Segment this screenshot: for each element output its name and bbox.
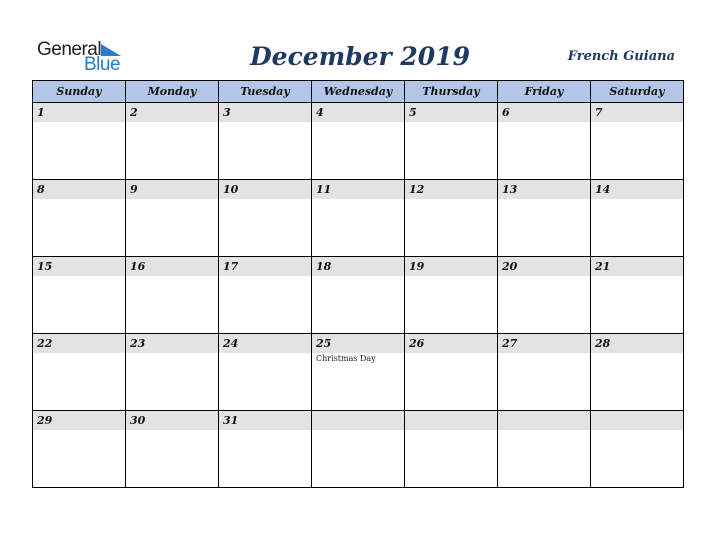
day-number: 25 — [312, 334, 404, 353]
weekday-header: Monday — [126, 81, 219, 103]
day-cell — [591, 103, 684, 180]
day-cell — [219, 180, 312, 257]
day-number: 20 — [498, 257, 590, 276]
day-number: 22 — [33, 334, 125, 353]
day-cell — [405, 334, 498, 411]
day-number: 17 — [219, 257, 311, 276]
day-number: 27 — [498, 334, 590, 353]
day-number: 23 — [126, 334, 218, 353]
day-cell — [312, 257, 405, 334]
week-row — [33, 257, 684, 334]
day-cell — [405, 257, 498, 334]
day-cell — [312, 411, 405, 488]
day-cell — [126, 180, 219, 257]
logo-text-blue: Blue — [84, 54, 121, 75]
day-cell — [312, 103, 405, 180]
day-number: 3 — [219, 103, 311, 122]
day-cell — [33, 334, 126, 411]
day-number: 15 — [33, 257, 125, 276]
day-cell — [591, 411, 684, 488]
day-number: 24 — [219, 334, 311, 353]
day-number: 31 — [219, 411, 311, 430]
day-cell — [405, 180, 498, 257]
day-number: 2 — [126, 103, 218, 122]
day-cell — [126, 411, 219, 488]
day-cell — [219, 411, 312, 488]
day-number: 12 — [405, 180, 497, 199]
day-cell — [312, 180, 405, 257]
day-number — [312, 411, 404, 430]
day-cell — [591, 334, 684, 411]
day-number: 28 — [591, 334, 683, 353]
weekday-header: Wednesday — [312, 81, 405, 103]
week-row — [33, 180, 684, 257]
day-cell — [498, 103, 591, 180]
generalblue-logo — [37, 39, 127, 75]
holiday-label: Christmas Day — [316, 354, 376, 363]
day-number: 5 — [405, 103, 497, 122]
weekday-header: Sunday — [33, 81, 126, 103]
day-cell — [126, 334, 219, 411]
logo-text-general: General — [37, 39, 102, 60]
day-cell — [312, 334, 405, 411]
day-cell — [219, 103, 312, 180]
day-cell — [498, 180, 591, 257]
day-number: 8 — [33, 180, 125, 199]
day-cell — [405, 103, 498, 180]
day-number: 7 — [591, 103, 683, 122]
region-label: French Guiana — [567, 49, 675, 64]
week-row — [33, 103, 684, 180]
week-row — [33, 334, 684, 411]
day-number: 6 — [498, 103, 590, 122]
day-number: 11 — [312, 180, 404, 199]
day-cell — [33, 411, 126, 488]
day-cell — [498, 257, 591, 334]
calendar-grid — [32, 80, 684, 488]
day-cell — [591, 257, 684, 334]
day-number: 1 — [33, 103, 125, 122]
day-number: 29 — [33, 411, 125, 430]
day-number: 13 — [498, 180, 590, 199]
day-number: 10 — [219, 180, 311, 199]
day-cell — [33, 103, 126, 180]
day-cell — [33, 257, 126, 334]
weekday-header: Saturday — [591, 81, 684, 103]
weekday-header: Tuesday — [219, 81, 312, 103]
weekday-header-row — [33, 81, 684, 103]
weekday-header: Friday — [498, 81, 591, 103]
day-cell — [591, 180, 684, 257]
day-number: 18 — [312, 257, 404, 276]
day-number — [591, 411, 683, 430]
day-number: 30 — [126, 411, 218, 430]
weekday-header: Thursday — [405, 81, 498, 103]
day-cell — [498, 411, 591, 488]
day-number: 9 — [126, 180, 218, 199]
day-cell — [498, 334, 591, 411]
day-number: 16 — [126, 257, 218, 276]
week-row — [33, 411, 684, 488]
day-number — [498, 411, 590, 430]
day-number: 26 — [405, 334, 497, 353]
day-cell — [219, 334, 312, 411]
calendar-title: December 2019 — [249, 42, 470, 71]
day-cell — [33, 180, 126, 257]
day-cell — [405, 411, 498, 488]
day-number: 14 — [591, 180, 683, 199]
day-number: 4 — [312, 103, 404, 122]
day-number: 19 — [405, 257, 497, 276]
day-cell — [126, 103, 219, 180]
day-cell — [219, 257, 312, 334]
day-number: 21 — [591, 257, 683, 276]
day-number — [405, 411, 497, 430]
day-cell — [126, 257, 219, 334]
